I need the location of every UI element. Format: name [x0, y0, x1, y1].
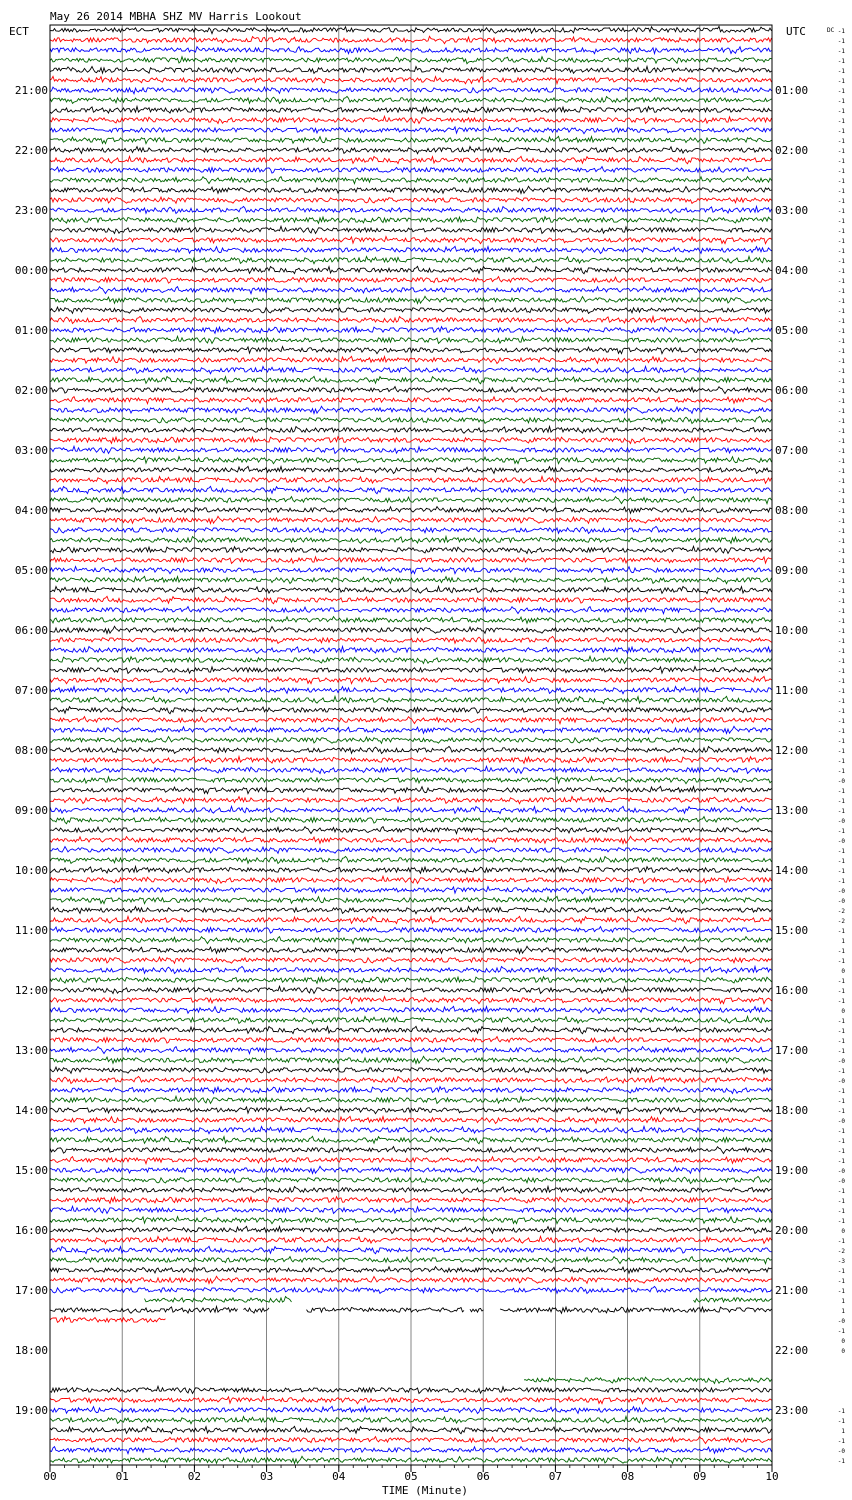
dc-offset-label: -1 — [837, 428, 845, 435]
x-tick-label: 06 — [476, 1470, 490, 1483]
right-hour-label: 02:00 — [775, 144, 809, 157]
dc-offset-label: -1 — [837, 1038, 845, 1045]
dc-offset-label: -1 — [837, 1438, 845, 1445]
dc-offset-label: -1 — [837, 758, 845, 765]
dc-offset-label: -1 — [837, 568, 845, 575]
dc-offset-label: -1 — [837, 878, 845, 885]
dc-offset-label: -1 — [837, 178, 845, 185]
dc-offset-label: -1 — [837, 468, 845, 475]
x-tick-label: 07 — [548, 1470, 563, 1483]
dc-offset-label: -1 — [837, 98, 845, 105]
right-hour-label: 15:00 — [775, 924, 809, 937]
dc-offset-label: -0 — [837, 1168, 845, 1175]
dc-offset-label: -1 — [837, 1028, 845, 1035]
dc-offset-label: -1 — [837, 868, 845, 875]
dc-offset-label: -1 — [837, 218, 845, 225]
dc-offset-label: -1 — [837, 628, 845, 635]
dc-offset-label: -1 — [837, 1208, 845, 1215]
dc-offset-label: -1 — [837, 618, 845, 625]
left-hour-label: 11:00 — [14, 924, 48, 937]
dc-offset-label: -1 — [837, 238, 845, 245]
dc-offset-label: -0 — [837, 1178, 845, 1185]
dc-offset-label: -1 — [837, 338, 845, 345]
dc-label: DC — [827, 27, 835, 34]
dc-offset-label: -1 — [837, 608, 845, 615]
right-hour-label: 08:00 — [775, 504, 809, 517]
dc-offset-label: -1 — [837, 1018, 845, 1025]
dc-offset-label: -1 — [837, 308, 845, 315]
dc-offset-label: -1 — [837, 828, 845, 835]
dc-offset-label: 0 — [841, 1228, 845, 1235]
dc-offset-label: -1 — [837, 1198, 845, 1205]
dc-offset-label: -1 — [837, 518, 845, 525]
right-hour-label: 17:00 — [775, 1044, 809, 1057]
left-hour-label: 00:00 — [14, 264, 48, 277]
dc-offset-label: -1 — [837, 638, 845, 645]
left-hour-label: 08:00 — [14, 744, 48, 757]
dc-offset-label: -0 — [837, 1318, 845, 1325]
dc-offset-label: -1 — [837, 418, 845, 425]
left-hour-label: 21:00 — [14, 84, 48, 97]
dc-offset-label: -1 — [837, 928, 845, 935]
dc-offset-label: -1 — [837, 188, 845, 195]
right-hour-label: 14:00 — [775, 864, 809, 877]
dc-offset-label: -1 — [837, 668, 845, 675]
dc-offset-label: -0 — [837, 818, 845, 825]
dc-offset-label: -1 — [837, 1108, 845, 1115]
right-hour-label: 13:00 — [775, 804, 809, 817]
dc-offset-label: 1 — [841, 938, 845, 945]
left-hour-label: 03:00 — [14, 444, 48, 457]
right-hour-label: 12:00 — [775, 744, 809, 757]
dc-offset-label: -1 — [837, 588, 845, 595]
dc-offset-label: -1 — [837, 1328, 845, 1335]
dc-offset-label: -1 — [837, 148, 845, 155]
left-hour-label: 12:00 — [14, 984, 48, 997]
dc-offset-label: -0 — [837, 1078, 845, 1085]
dc-offset-label: -1 — [837, 678, 845, 685]
seismic-trace-row — [145, 1297, 772, 1303]
dc-offset-label: -1 — [837, 68, 845, 75]
dc-offset-label: -0 — [837, 778, 845, 785]
dc-offset-label: -1 — [837, 228, 845, 235]
dc-offset-label: -1 — [837, 128, 845, 135]
right-hour-label: 22:00 — [775, 1344, 809, 1357]
left-hour-label: 01:00 — [14, 324, 48, 337]
dc-offset-label: 0 — [841, 968, 845, 975]
dc-offset-label: -1 — [837, 388, 845, 395]
seismic-trace-row — [524, 1377, 772, 1383]
left-hour-label: 07:00 — [14, 684, 48, 697]
dc-offset-label: -1 — [837, 88, 845, 95]
dc-offset-label: -1 — [837, 58, 845, 65]
left-hour-label: 19:00 — [14, 1404, 48, 1417]
dc-offset-label: 1 — [841, 1428, 845, 1435]
dc-offset-label: -1 — [837, 1048, 845, 1055]
dc-offset-label: -1 — [837, 328, 845, 335]
dc-offset-label: -1 — [837, 208, 845, 215]
dc-offset-label: -1 — [837, 458, 845, 465]
right-hour-label: 19:00 — [775, 1164, 809, 1177]
right-axis-label: UTC — [786, 25, 806, 38]
dc-offset-label: -1 — [837, 1238, 845, 1245]
dc-offset-label: -0 — [837, 888, 845, 895]
dc-offset-label: -1 — [837, 1288, 845, 1295]
dc-offset-label: -1 — [837, 598, 845, 605]
right-hour-label: 11:00 — [775, 684, 809, 697]
seismic-trace-row — [50, 1317, 166, 1323]
dc-offset-label: -1 — [837, 438, 845, 445]
dc-offset-label: -1 — [837, 648, 845, 655]
left-hour-label: 16:00 — [14, 1224, 48, 1237]
dc-offset-label: -1 — [837, 448, 845, 455]
right-hour-label: 01:00 — [775, 84, 809, 97]
dc-offset-label: -1 — [837, 358, 845, 365]
dc-offset-label: -1 — [837, 1458, 845, 1465]
dc-offset-label: -1 — [837, 118, 845, 125]
left-hour-label: 02:00 — [14, 384, 48, 397]
dc-offset-label: -1 — [837, 958, 845, 965]
dc-offset-label: -1 — [837, 798, 845, 805]
dc-offset-label: -1 — [837, 538, 845, 545]
dc-offset-label: -0 — [837, 1058, 845, 1065]
dc-offset-label: -1 — [837, 948, 845, 955]
dc-offset-label: -1 — [837, 578, 845, 585]
right-hour-label: 07:00 — [775, 444, 809, 457]
dc-offset-label: -1 — [837, 658, 845, 665]
dc-offset-label: -1 — [837, 978, 845, 985]
x-tick-label: 02 — [187, 1470, 202, 1483]
dc-offset-label: -1 — [837, 988, 845, 995]
dc-offset-label: -1 — [837, 288, 845, 295]
dc-offset-label: -0 — [837, 1448, 845, 1455]
right-hour-label: 23:00 — [775, 1404, 809, 1417]
dc-offset-label: -1 — [837, 348, 845, 355]
dc-offset-label: -1 — [837, 548, 845, 555]
dc-offset-label: -1 — [837, 1138, 845, 1145]
right-hour-label: 09:00 — [775, 564, 809, 577]
dc-offset-label: -1 — [837, 1098, 845, 1105]
dc-offset-label: -1 — [837, 268, 845, 275]
dc-offset-label: -0 — [837, 898, 845, 905]
dc-offset-label: -1 — [837, 1278, 845, 1285]
dc-offset-label: 1 — [841, 1298, 845, 1305]
dc-offset-label: -1 — [837, 558, 845, 565]
dc-offset-label: -1 — [837, 498, 845, 505]
dc-offset-label: -1 — [837, 688, 845, 695]
left-hour-label: 22:00 — [14, 144, 48, 157]
dc-offset-label: 0 — [841, 1348, 845, 1355]
dc-offset-label: -1 — [837, 738, 845, 745]
right-hour-label: 05:00 — [775, 324, 809, 337]
left-hour-label: 15:00 — [14, 1164, 48, 1177]
dc-offset-label: -1 — [837, 1158, 845, 1165]
dc-offset-label: -1 — [837, 138, 845, 145]
dc-offset-label: -1 — [837, 158, 845, 165]
dc-offset-label: -2 — [837, 918, 845, 925]
dc-offset-label: -1 — [837, 808, 845, 815]
dc-offset-label: -1 — [837, 28, 845, 35]
dc-offset-label: -0 — [837, 838, 845, 845]
right-hour-label: 04:00 — [775, 264, 809, 277]
dc-offset-label: -1 — [837, 1088, 845, 1095]
right-hour-label: 03:00 — [775, 204, 809, 217]
x-tick-label: 10 — [765, 1470, 779, 1483]
dc-offset-label: 0 — [841, 1338, 845, 1345]
dc-offset-label: -1 — [837, 378, 845, 385]
right-hour-label: 20:00 — [775, 1224, 809, 1237]
dc-offset-label: -1 — [837, 258, 845, 265]
dc-offset-label: -1 — [837, 708, 845, 715]
dc-offset-label: -0 — [837, 1118, 845, 1125]
left-hour-label: 05:00 — [14, 564, 48, 577]
dc-offset-label: -1 — [837, 78, 845, 85]
right-hour-label: 18:00 — [775, 1104, 809, 1117]
dc-offset-label: 1 — [841, 1308, 845, 1315]
dc-offset-label: -1 — [837, 1068, 845, 1075]
dc-offset-label: -1 — [837, 1188, 845, 1195]
left-hour-label: 10:00 — [14, 864, 48, 877]
dc-offset-label: -1 — [837, 408, 845, 415]
x-tick-label: 00 — [43, 1470, 57, 1483]
x-tick-label: 04 — [332, 1470, 346, 1483]
dc-offset-label: -1 — [837, 718, 845, 725]
dc-offset-label: -1 — [837, 318, 845, 325]
dc-offset-label: -2 — [837, 908, 845, 915]
dc-offset-label: -1 — [837, 1218, 845, 1225]
dc-offset-label: -1 — [837, 38, 845, 45]
dc-offset-label: -1 — [837, 768, 845, 775]
left-hour-label: 13:00 — [14, 1044, 48, 1057]
dc-offset-label: -1 — [837, 788, 845, 795]
dc-offset-label: -3 — [837, 1258, 845, 1265]
left-hour-label: 18:00 — [14, 1344, 48, 1357]
dc-offset-label: -1 — [837, 998, 845, 1005]
x-tick-label: 08 — [620, 1470, 635, 1483]
right-hour-label: 21:00 — [775, 1284, 809, 1297]
dc-offset-label: -1 — [837, 198, 845, 205]
dc-offset-label: -1 — [837, 478, 845, 485]
x-tick-label: 01 — [115, 1470, 129, 1483]
left-hour-label: 14:00 — [14, 1104, 48, 1117]
dc-offset-label: -1 — [837, 858, 845, 865]
dc-offset-label: -2 — [837, 1248, 845, 1255]
dc-offset-label: -1 — [837, 1408, 845, 1415]
dc-offset-label: -1 — [837, 728, 845, 735]
dc-offset-label: -1 — [837, 528, 845, 535]
x-tick-label: 09 — [693, 1470, 707, 1483]
dc-offset-label: -1 — [837, 168, 845, 175]
dc-offset-label: -1 — [837, 248, 845, 255]
left-axis-label: ECT — [9, 25, 29, 38]
dc-offset-label: -1 — [837, 1148, 845, 1155]
right-hour-label: 10:00 — [775, 624, 809, 637]
left-hour-label: 06:00 — [14, 624, 48, 637]
dc-offset-label: -1 — [837, 1418, 845, 1425]
chart-title: May 26 2014 MBHA SHZ MV Harris Lookout — [50, 10, 302, 23]
dc-offset-label: -1 — [837, 488, 845, 495]
dc-offset-label: -1 — [837, 748, 845, 755]
right-hour-label: 06:00 — [775, 384, 809, 397]
dc-offset-label: -1 — [837, 508, 845, 515]
x-tick-label: 03 — [259, 1470, 274, 1483]
left-hour-label: 17:00 — [14, 1284, 48, 1297]
dc-offset-label: -1 — [837, 298, 845, 305]
dc-offset-label: -1 — [837, 398, 845, 405]
dc-offset-label: -1 — [837, 108, 845, 115]
x-tick-label: 05 — [404, 1470, 418, 1483]
dc-offset-label: -1 — [837, 698, 845, 705]
left-hour-label: 09:00 — [14, 804, 48, 817]
dc-offset-label: -1 — [837, 278, 845, 285]
label-layer — [15, 28, 846, 1483]
dc-offset-label: -1 — [837, 48, 845, 55]
dc-offset-label: -1 — [837, 368, 845, 375]
dc-offset-label: -1 — [837, 1128, 845, 1135]
right-hour-label: 16:00 — [775, 984, 809, 997]
left-hour-label: 23:00 — [14, 204, 48, 217]
left-hour-label: 04:00 — [14, 504, 48, 517]
dc-offset-label: 0 — [841, 1008, 845, 1015]
dc-offset-label: -1 — [837, 1268, 845, 1275]
dc-offset-label: -1 — [837, 848, 845, 855]
x-axis-label: TIME (Minute) — [381, 1484, 469, 1497]
